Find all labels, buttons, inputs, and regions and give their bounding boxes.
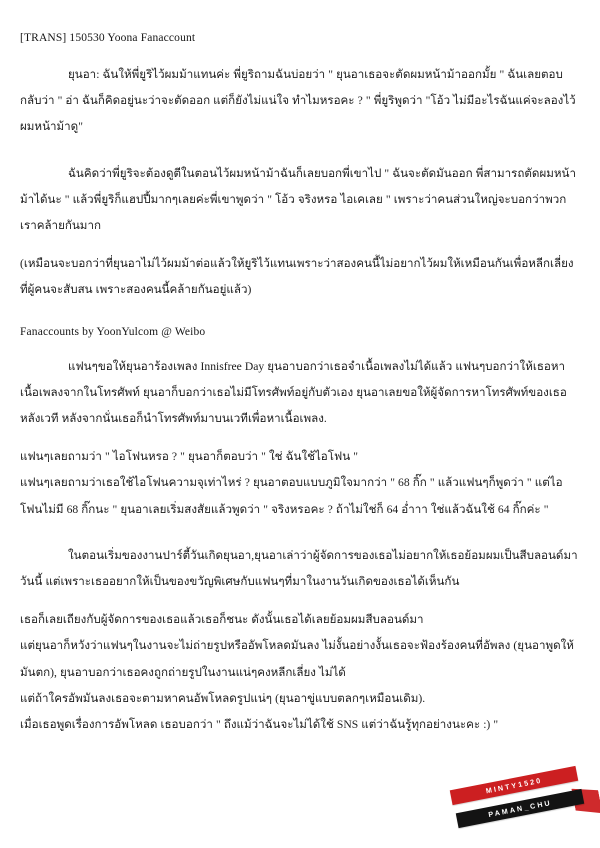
page-title: [TRANS] 150530 Yoona Fanaccount [20, 32, 196, 44]
paragraph-3-1: ในตอนเริ่มของงานปาร์ตี้วันเกิดยุนอา,ยุนอาเล่าว่าผู้จัดการของเธอไม่อยากให้เธอย้อมผมเป็นสีบลอนด์มาวันนี้ แต่เพราะเธออยากให้เป็นของขวัญพิเศษกับแฟนๆที่มาในงานวันเกิดของเธอได้เห็นกัน [20, 548, 578, 589]
paragraph-1-1: ยุนอา: ฉันให้พี่ยูริไว้ผมม้าแทนค่ะ พี่ยูริถามฉันบ่อยว่า " ยุนอาเธอจะตัดผมหน้าม้าออกมั้ย " ฉันเลยตอบกลับว่า " อ่า ฉันก็คิดอยู่นะว่าจะตัดออก แต่ก็ยังไม่แน่ใจ ทำไมหรอคะ ? " พี่ยูริพูดว่า "โอ้ว ไม่มีอะไรฉันแค่จะลองไว้ผมหน้าม้าดู" [20, 68, 576, 134]
paragraph-1-2: ฉันคิดว่าพี่ยูริจะต้องดูตีในตอนไว้ผมหน้าม้าฉันก็เลยบอกพี่เขาไป " ฉันจะตัดมันออก พี่สามารถตัดผมหน้าม้าได้นะ " แล้วพี่ยูริก็แฮปปี้มากๆเลยค่ะพี่เขาพูดว่า " โอ้ว จริงหรอ ไอเคเลย " เพราะว่าคนส่วนใหญ่จะบอกว่าพวกเราคล้ายกันมาก [20, 166, 576, 233]
paragraph-2-2: แฟนๆเลยถามว่า " ไอโฟนหรอ ? " ยุนอาก็ตอบว่า " ใช่ ฉันใช้ไอโฟน " [20, 450, 358, 464]
section-spacer [20, 316, 578, 324]
byline: Fanaccounts by YoonYulcom @ Weibo [20, 325, 206, 338]
watermark-stamp [444, 772, 594, 840]
section-spacer-2 [20, 535, 578, 543]
paragraph-3-4: แต่ถ้าใครอัพมันลงเธอจะตามหาคนอัพโหลดรูปแน่ๆ (ยุนอาขู่แบบตลกๆเหมือนเดิม). [20, 691, 426, 705]
paragraph-3-3: แต่ยุนอาก็หวังว่าแฟนๆในงานจะไม่ถ่ายรูปหรืออัพโหลดมันลง ไม่งั้นอย่างงั้นเธอจะฟ้องร้องคนที่อัพลง (ยุนอาพูดให้มันตก), ยุนอาบอกว่าเธอคงถูกถ่ายรูปในงานแน่ๆคงหลีกเลี่ยง ไม่ได้ [20, 639, 574, 679]
paragraph-2-1: แฟนๆขอให้ยุนอาร้องเพลง Innisfree Day ยุนอาบอกว่าเธอจำเนื้อเพลงไม่ได้แล้ว แฟนๆบอกว่าให้เธอหาเนื้อเพลงจากในโทรศัพท์ ยุนอาก็บอกว่าเธอไม่มีโทรศัพท์อยู่กับตัวเอง ยุนอาเลยขอให้ผู้จัดการหาโทรศัพท์ของเธอหลังเวที หลังจากนั่นเธอก็นำโทรศัพท์มาบนเวทีเพื่อหาเนื้อเพลง. [20, 359, 567, 426]
stamp-ribbon-tail [571, 784, 600, 818]
paragraph-spacer [20, 153, 578, 161]
watermark-band-paman: PAMAN_CHU [456, 789, 585, 828]
paragraph-1-3: (เหมือนจะบอกว่าที่ยุนอาไม่ไว้ผมม้าต่อแล้วให้ยูริไว้แทนเพราะว่าสองคนนี้ไม่อยากไว้ผมให้เหมือนกันเพื่อหลีกเลี่ยงที่ผู้คนจะสับสน เพราะสองคนนี้คล้ายกันอยู่แล้ว) [20, 257, 574, 297]
paragraph-3-5: เมื่อเธอพูดเรื่องการอัพโหลด เธอบอกว่า " ถึงแม้ว่าฉันจะไม่ได้ใช้ SNS แต่ว่าฉันรู้ทุกอย่างนะคะ :) " [20, 718, 499, 732]
watermark-band-minty: MINTY1520 [450, 766, 579, 805]
paragraph-3-2: เธอก็เลยเถียงกับผู้จัดการของเธอแล้วเธอก็ชนะ ดังนั้นเธอได้เลยย้อมผมสีบลอนด์มา [20, 613, 424, 627]
paragraph-2-3: แฟนๆเลยถามว่าเธอใช้ไอโฟนความจุเท่าไหร่ ? ยุนอาตอบแบบภูมิใจมากว่า " 68 กิ๊ก " แล้วแฟนๆก็พูดว่า " แต่ไอโฟนไม่มี 68 กิ๊กนะ " ยุนอาเลยเริ่มสงสัยแล้วพูดว่า " จริงหรอคะ ? ถ้าไม่ใช่ก็ 64 อ่ำาา ใช่แล้วฉันใช้ 64 กิ๊กค่ะ " [20, 476, 563, 516]
